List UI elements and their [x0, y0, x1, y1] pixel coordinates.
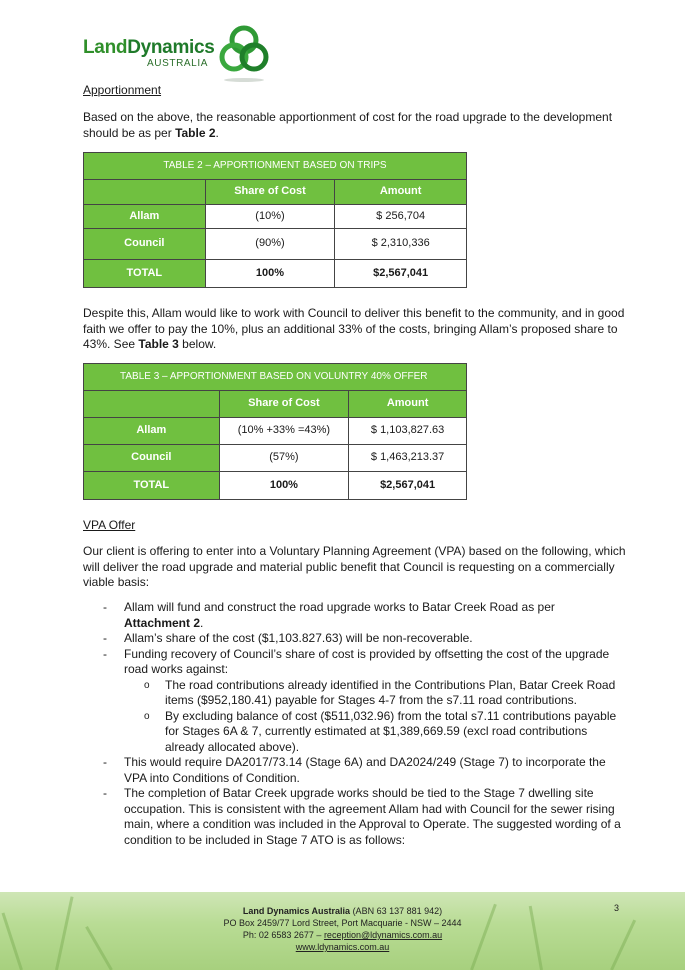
vpa-heading: VPA Offer: [83, 518, 136, 532]
row-share: 100%: [219, 472, 349, 500]
bullet-text: Funding recovery of Council’s share of cost is provided by offsetting the cost of the upgrade road works against:: [124, 646, 610, 676]
row-share: (90%): [205, 229, 335, 260]
table-2-header-share: Share of Cost: [205, 180, 335, 205]
table-row: [84, 472, 467, 500]
footer-address: PO Box 2459/77 Lord Street, Port Macquarie - NSW – 2444: [223, 918, 462, 928]
list-item: - The completion of Batar Creek upgrade works should be tied to the Stage 7 dwelling site occupation. This is consistent with the agreement Allam had with Council for the sewer rising main, where a condition was included in the Approval to Operate. The suggested wording of a condition to be included in Stage 7 ATO is as follows:: [103, 786, 623, 848]
row-amount: $2,567,041: [335, 260, 467, 288]
offer-text: Despite this, Allam would like to work with Council to deliver this benefit to the community, and in good faith we offer to pay the 10%, plus an additional 33% of the costs, bringing Allam’s proposed share to 43%. See: [83, 306, 625, 351]
footer-phone: Ph: 02 6583 2677 –: [242, 930, 324, 940]
row-label: Council: [84, 229, 206, 260]
bullet-end: .: [200, 615, 204, 630]
row-label: Allam: [84, 205, 206, 229]
logo-knot-icon: [218, 24, 270, 82]
row-share: 100%: [205, 260, 335, 288]
logo-word-dynamics: Dynamics: [127, 37, 215, 58]
list-item: - This would require DA2017/73.14 (Stage 6A) and DA2024/249 (Stage 7) to incorporate the VPA into Conditions of Condition.: [103, 755, 623, 786]
table-row: [84, 418, 467, 445]
table-3-header-share: Share of Cost: [219, 391, 349, 418]
row-amount: $ 1,463,213.37: [349, 445, 467, 472]
table-3-caption: TABLE 3 – APPORTIONMENT BASED ON VOLUNTRY 40% OFFER: [84, 364, 467, 391]
table-3: [83, 363, 467, 500]
sub-list-item: o The road contributions already identified in the Contributions Plan, Batar Creek Road items ($952,180.41) payable for Stages 4-7 from the s7.11 road contributions.: [144, 678, 623, 709]
footer-abn: (ABN 63 137 881 942): [350, 906, 443, 916]
vpa-bullet-list: [103, 600, 623, 848]
offer-table-ref: Table 3: [138, 337, 179, 351]
row-label: Allam: [84, 418, 220, 445]
table-2-caption: TABLE 2 – APPORTIONMENT BASED ON TRIPS: [84, 153, 467, 180]
row-share: (57%): [219, 445, 349, 472]
logo-word-land: Land: [83, 37, 128, 58]
intro-end: .: [215, 125, 219, 140]
row-label: Council: [84, 445, 220, 472]
company-logo: [83, 24, 283, 86]
page-number: 3: [614, 903, 620, 913]
offer-paragraph: [83, 306, 628, 353]
intro-text: Based on the above, the reasonable apportionment of cost for the road upgrade to the development should be as per: [83, 110, 613, 140]
logo-subtitle: AUSTRALIA: [147, 58, 208, 69]
footer-company-line: [0, 905, 685, 917]
page-footer: [0, 892, 685, 970]
logo-wordmark: [83, 37, 215, 59]
table-3-header-amount: Amount: [349, 391, 467, 418]
table-row: [84, 205, 467, 229]
row-share: (10%): [205, 205, 335, 229]
table-row: [84, 445, 467, 472]
table-2-header-blank: [84, 180, 206, 205]
bullet-text: Allam will fund and construct the road upgrade works to Batar Creek Road as per: [124, 600, 555, 614]
footer-contact: [0, 905, 685, 953]
table-2-header-amount: Amount: [335, 180, 467, 205]
footer-company: Land Dynamics Australia: [242, 906, 351, 916]
row-label: TOTAL: [84, 260, 206, 288]
apportionment-heading: Apportionment: [83, 83, 162, 97]
sub-list: [124, 678, 623, 756]
table-2: [83, 152, 467, 288]
bullet-attachment-ref: Attachment 2: [124, 615, 201, 630]
row-amount: $2,567,041: [349, 472, 467, 500]
offer-end: below.: [178, 337, 217, 351]
row-amount: $ 1,103,827.63: [349, 418, 467, 445]
row-amount: $ 256,704: [335, 205, 467, 229]
table-row: [84, 229, 467, 260]
list-item: [103, 647, 623, 756]
row-amount: $ 2,310,336: [335, 229, 467, 260]
intro-table-ref: Table 2: [175, 125, 216, 140]
footer-email-link[interactable]: reception@ldynamics.com.au: [323, 930, 443, 940]
list-item: [103, 600, 623, 631]
vpa-intro: Our client is offering to enter into a Voluntary Planning Agreement (VPA) based on the following, which will deliver the road upgrade and material public benefit that Council is requesting on a commercially viable basis:: [83, 544, 626, 589]
table-row: [84, 260, 467, 288]
footer-website-link[interactable]: www.ldynamics.com.au: [295, 942, 390, 952]
intro-paragraph: [83, 110, 628, 141]
table-3-header-blank: [84, 391, 220, 418]
sub-list-item: o By excluding balance of cost ($511,032.96) from the total s7.11 contributions payable for Stages 6A & 7, currently estimated at $1,389,669.59 (excl road contributions already allocated above).: [144, 709, 623, 756]
row-share: (10% +33% =43%): [219, 418, 349, 445]
list-item: - Allam’s share of the cost ($1,103.827.63) will be non-recoverable.: [103, 631, 623, 647]
row-label: TOTAL: [84, 472, 220, 500]
footer-phone-line: [0, 929, 685, 941]
